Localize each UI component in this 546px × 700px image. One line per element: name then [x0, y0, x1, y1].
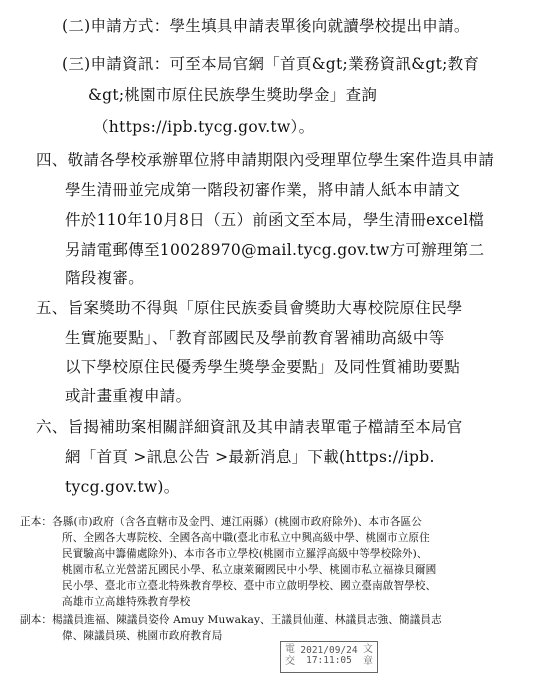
text-line-6: 學生清冊並完成第一階段初審作業，將申請人紙本申請文: [65, 181, 461, 199]
text-line-11: 生實施要點」、「教育部國民及學前教育署補助高級中等: [65, 329, 445, 347]
text-line-8: 另請電郵傳至10028970@mail.tycg.gov.tw方可辦理第二: [65, 241, 485, 259]
recipient-line-8: 偉、陳議員瑛、桃園市政府教育局: [62, 630, 223, 642]
text-line-14: 六、旨揭補助案相關詳細資訊及其申請表單電子檔請至本局官: [36, 418, 463, 436]
recipient-line-4: 桃園市私立光營諾瓦國民小學、私立康萊爾國民中小學、桃園市私立福祿貝爾國: [62, 564, 437, 576]
text-line-2: (三)申請資訊：可至本局官網「首頁&gt;業務資訊&gt;教育: [62, 55, 480, 73]
stamp-right-chars: 文 章: [363, 644, 373, 667]
recipient-line-2: 所、全國各大專院校、全國各高中職(臺北市私立中興高級中學、桃園市立原住: [62, 532, 430, 544]
text-line-12: 以下學校原住民優秀學生獎學金要點」及同性質補助要點: [65, 358, 461, 376]
recipient-line-1: 正本：各縣(市)政府（含各直轄市及金門、連江兩縣）(桃園市政府除外)、本市各區公: [20, 516, 422, 528]
text-line-4: （https://ipb.tycg.gov.tw）。: [93, 118, 315, 136]
recipient-line-5: 民小學、臺北市立臺北特殊教育學校、臺中市立啟明學校、國立臺南啟智學校、: [62, 580, 437, 592]
electronic-seal-stamp: [280, 641, 378, 673]
text-line-15: 網「首頁 >訊息公告 >最新消息」下載(https://ipb.: [65, 448, 435, 466]
text-line-1: (二)申請方式：學生填具申請表單後向就讀學校提出申請。: [62, 17, 470, 35]
stamp-datetime: 2021/09/24 17:11:05: [300, 645, 358, 666]
stamp-left-chars: 電 交: [285, 644, 295, 667]
text-line-7: 件於110年10月8日（五）前函文至本局，學生清冊excel檔: [65, 211, 485, 229]
text-line-16: tycg.gov.tw)。: [65, 478, 180, 496]
text-line-13: 或計畫重複申請。: [65, 387, 192, 405]
recipient-line-6: 高雄市立高雄特殊教育學校: [62, 596, 191, 608]
text-line-3: &gt;桃園市原住民族學生獎助學金」查詢: [88, 86, 378, 104]
text-line-9: 階段複審。: [65, 269, 145, 287]
text-line-10: 五、旨案獎助不得與「原住民族委員會獎助大專校院原住民學: [36, 299, 463, 317]
recipient-line-3: 民實驗高中籌備處除外)、本市各市立學校(桃園市立羅浮高級中等學校除外)、: [62, 548, 428, 560]
text-line-5: 四、敬請各學校承辦單位將申請期限內受理單位學生案件造具申請: [36, 151, 495, 169]
recipient-line-7: 副本：楊議員進福、陳議員姿伶 Amuy Muwakay、王議員仙蓮、林議員志強、簡議員志: [20, 614, 442, 626]
